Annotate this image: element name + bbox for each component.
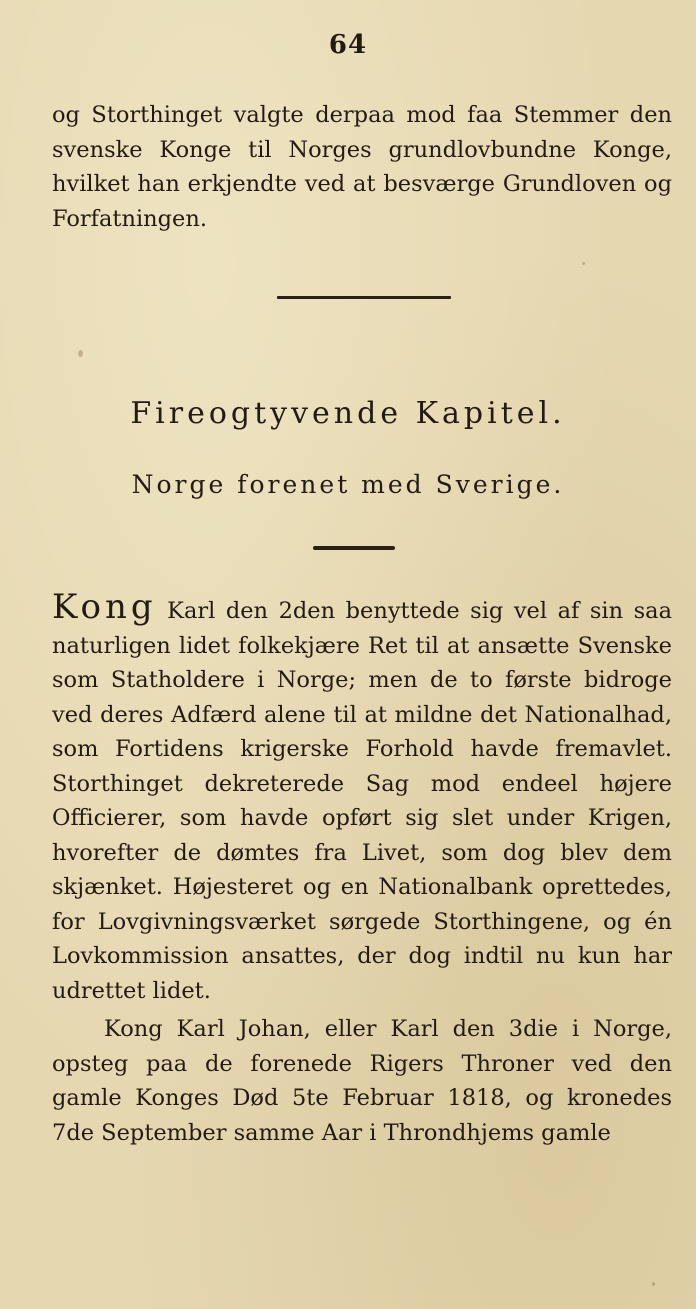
paragraph-initial-word: Kong — [52, 587, 157, 627]
paper-spot — [582, 262, 585, 265]
chapter-title: Fireogtyvende Kapitel. — [130, 396, 566, 431]
paper-spot — [652, 1282, 655, 1286]
chapter-divider-rule — [313, 546, 395, 550]
body-paragraph-2: Kong Karl Johan, eller Karl den 3die i Norge, opsteg paa de forenede Rigers Throner ved den gamle Konges Død 5te Februar 1818, og kronedes 7de September samme Aar i Throndhjems gamle — [52, 1016, 672, 1146]
intro-paragraph: og Storthinget valgte derpaa mod faa Stemmer den svenske Konge til Norges grundlovbundne Konge, hvilket han erkjendte ved at besværge Grundloven og Forfatningen. — [52, 102, 672, 232]
page-number: 64 — [328, 30, 368, 60]
section-divider-rule — [277, 296, 451, 299]
body-paragraph-1 — [52, 587, 672, 1008]
body-paragraph-1-text: Karl den 2den benyttede sig vel af sin saa naturligen lidet folkekjære Ret til at ansætte Svenske som Statholdere i Norge; men de to første bidroge ved deres Adfærd alene til at mildne det Nationalhad, som Fortidens krigerske Forhold havde fremavlet. Storthinget dekreterede Sag mod endeel højere Officierer, som havde opført sig slet under Krigen, hvorefter de dømtes fra Livet, som dog blev dem skjænket. Højesteret og en Nationalbank oprettedes, for Lovgivningsværket sørgede Storthingene, og én Lovkommission ansattes, der dog indtil nu kun har udrettet lidet. — [52, 598, 672, 1004]
paper-spot — [78, 350, 83, 357]
chapter-subtitle: Norge forenet med Sverige. — [131, 470, 565, 499]
